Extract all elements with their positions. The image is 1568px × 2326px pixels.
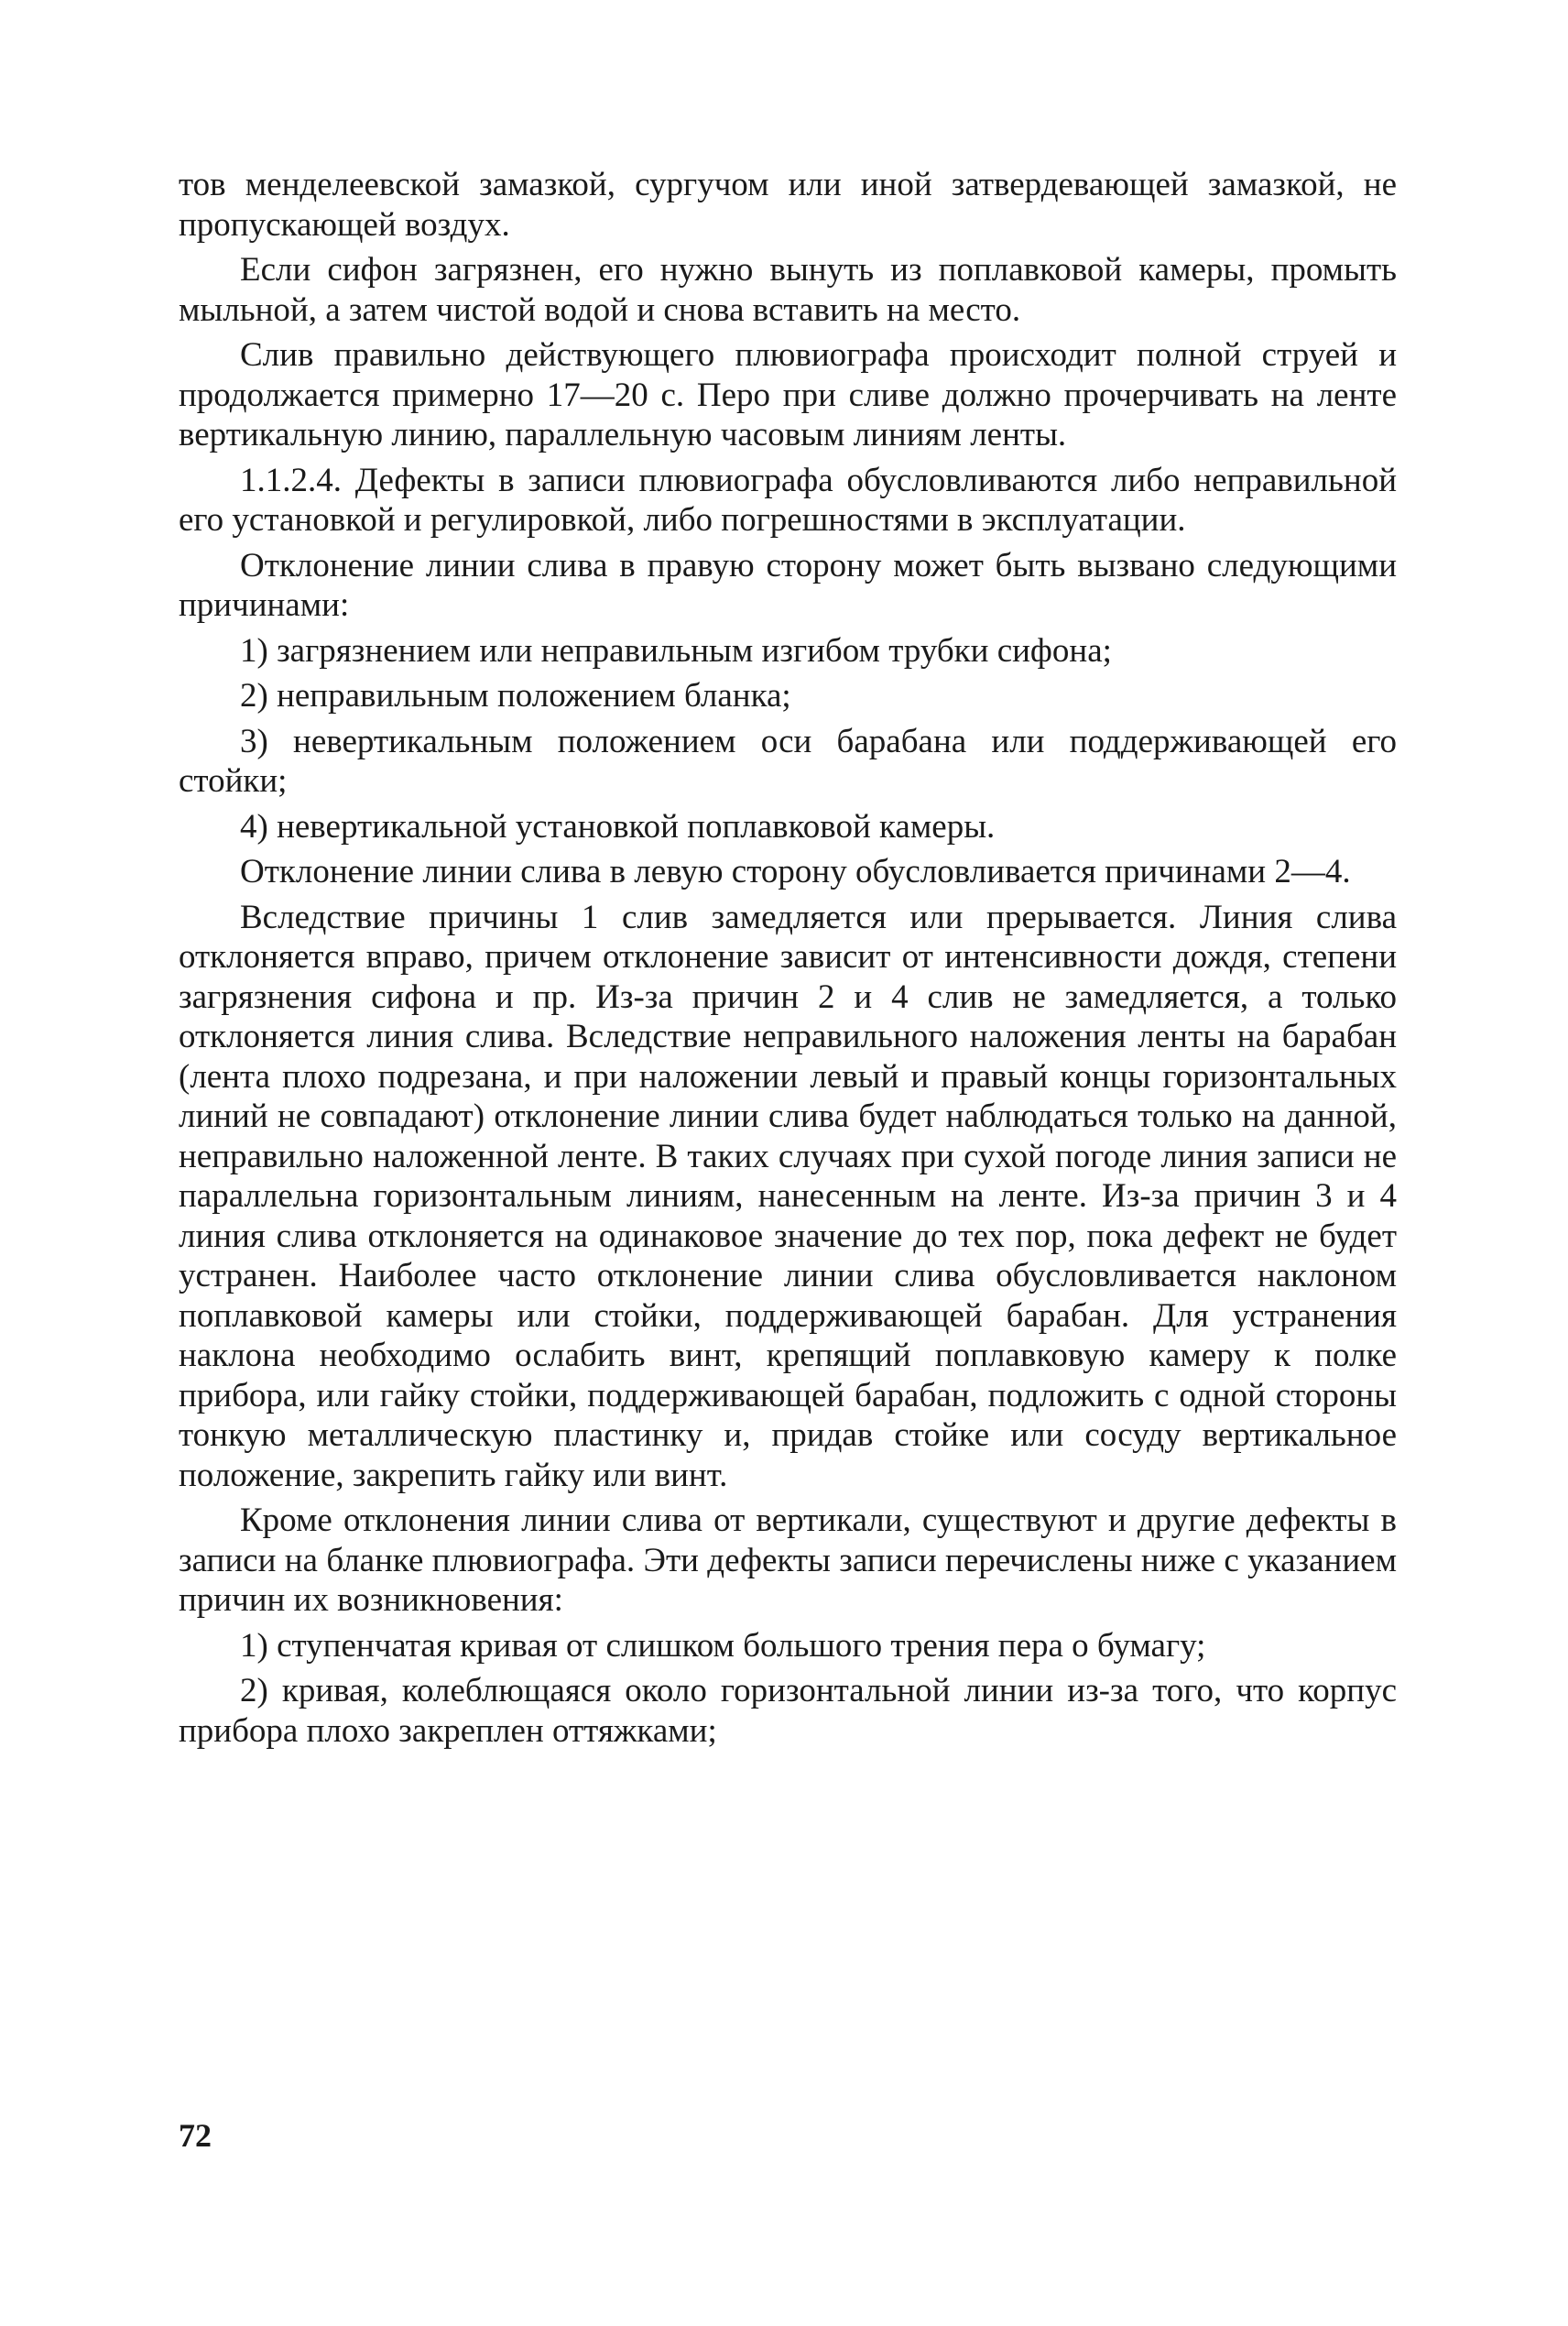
list-item-cause-1: 1) загрязнением или неправильным изгибом трубки сифона; — [240, 631, 1112, 670]
paragraph-right-deviation: Отклонение линии слива в правую сторону может быть вызвано следующими причинами: — [179, 546, 1397, 624]
list-item-defect-2: 2) кривая, колеблющаяся около горизонтальной линии из-за того, что корпус прибора плохо закреплен оттяжками; — [179, 1672, 1397, 1750]
page-body — [179, 165, 1397, 1756]
paragraph-section-1-1-2-4: 1.1.2.4. Дефекты в записи плювиографа обусловливаются либо неправильной его установкой и регулировкой, либо погрешностями в эксплуатации. — [179, 461, 1397, 539]
paragraph-siphon-cleaning: Если сифон загрязнен, его нужно вынуть из поплавковой камеры, промыть мыльной, а затем чистой водой и снова вставить на место. — [179, 251, 1397, 329]
paragraph-continuation: тов менделеевской замазкой, сургучом или иной затвердевающей замазкой, не пропускающей воздух. — [179, 166, 1397, 244]
paragraph-left-deviation: Отклонение линии слива в левую сторону обусловливается причинами 2—4. — [240, 853, 1351, 890]
list-item-cause-2: 2) неправильным положением бланка; — [240, 677, 791, 715]
paragraph-correct-drain: Слив правильно действующего плювиографа происходит полной струей и продолжается примерно 17—20 с. Перо при сливе должно прочерчивать на ленте вертикальную линию, параллельную часовым линиям ленты. — [179, 336, 1397, 453]
list-item-defect-1: 1) ступенчатая кривая от слишком большого трения пера о бумагу; — [240, 1626, 1206, 1665]
paragraph-other-defects: Кроме отклонения линии слива от вертикали, существуют и другие дефекты в записи на бланке плювиографа. Эти дефекты записи перечислены ниже с указанием причин их возникновения: — [179, 1502, 1397, 1619]
page-number: 72 — [179, 2117, 212, 2154]
list-item-cause-3: 3) невертикальным положением оси барабана или поддерживающей его стойки; — [179, 722, 1397, 800]
paragraph-consequences: Вследствие причины 1 слив замедляется или прерывается. Линия слива отклоняется вправо, причем отклонение зависит от интенсивности дождя, степени загрязнения сифона и пр. Из-за причин 2 и 4 слив не замедляется, а только отклоняется линия слива. Вследствие неправильного наложения ленты на барабан (лента плохо подрезана, и при наложении левый и правый концы горизонтальных линий не совпадают) отклонение линии слива будет наблюдаться только на данной, неправильно наложенной ленте. В таких случаях при сухой погоде линия записи не параллельна горизонтальным линиям, нанесенным на ленте. Из-за причин 3 и 4 линия слива отклоняется на одинаковое значение до тех пор, пока дефект не будет устранен. Наиболее часто отклонение линии слива обусловливается наклоном поплавковой камеры или стойки, поддерживающей барабан. Для устранения наклона необходимо ослабить винт, крепящий поплавковую камеру к полке прибора, или гайку стойки, поддерживающей барабан, подложить с одной стороны тонкую металлическую пластинку и, придав стойке или сосуду вертикальное положение, закрепить гайку или винт. — [179, 898, 1397, 1494]
list-item-cause-4: 4) невертикальной установкой поплавковой камеры. — [240, 807, 996, 846]
